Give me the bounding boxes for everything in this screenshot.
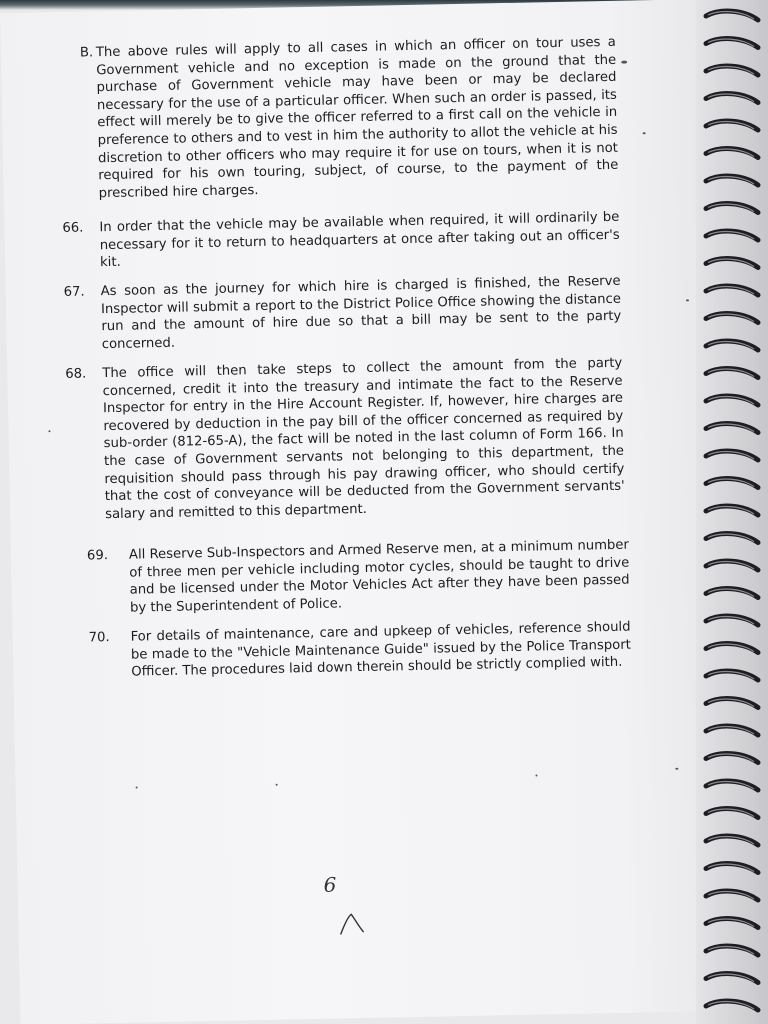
handwritten-page-number: 6 [323, 872, 337, 897]
spiral-coil [706, 314, 758, 323]
scan-speck [643, 132, 646, 134]
scan-speck [535, 775, 537, 777]
spiral-coil [706, 149, 758, 158]
spiral-coil [706, 919, 758, 928]
spiral-coil [706, 479, 758, 488]
paragraph-number-67: 67. [63, 284, 85, 300]
spiral-coil [706, 754, 758, 763]
paragraph-69: All Reserve Sub-Inspectors and Armed Reserve men, at a minimum number of three men per vehicle including motor cycles, should be taught to drive and be licensed under the Motor Vehicles Act after they have been passed by the Superintendent of Police. [128, 537, 630, 616]
spiral-coil [706, 671, 758, 680]
spiral-coil [706, 506, 758, 515]
paragraph-number-68: 68. [65, 366, 87, 382]
spiral-coil [706, 534, 758, 543]
spiral-coil [706, 561, 758, 570]
paragraph-number-69: 69. [86, 548, 109, 564]
scan-speck [276, 784, 278, 786]
spiral-coil [706, 809, 758, 818]
spiral-coil [706, 974, 758, 983]
scan-speck [621, 61, 627, 64]
spiral-coil [706, 891, 758, 900]
spiral-coil [706, 864, 758, 873]
paragraph-70: For details of maintenance, care and upkeep of vehicles, reference should be made to the "Vehicle Maintenance Guide" issued by the Police Transport Officer. The procedures laid down therein should be strictly complied with. [130, 619, 632, 680]
paragraph-66: In order that the vehicle may be available when required, it will ordinarily be necessary for it to return to headquarters at once after taking out an officer's kit. [99, 209, 620, 271]
paragraph-b: The above rules will apply to all cases in which an officer on tour uses a Government vehicle and no exception is made on the ground that the purchase of Government vehicle may have been or may be declared necessary for the use of a particular officer. When such an order is passed, its effect will merely be to give the officer referred to a first call on the vehicle in preference to others and to vest in him the authority to allot the vehicle at his discretion to other officers who may require it for use on tours, when it is not required for his own touring, subject, of course, to the payment of the prescribed hire charges. [95, 34, 619, 201]
spiral-coil [706, 259, 758, 268]
spiral-coil [706, 39, 758, 48]
spiral-coil [706, 369, 758, 378]
spiral-coil [706, 66, 758, 75]
spiral-coil [706, 176, 758, 185]
spiral-coil [706, 396, 758, 405]
spiral-coil [706, 781, 758, 790]
spiral-coil [706, 11, 758, 20]
handwritten-caret-mark [336, 910, 367, 939]
spiral-coil [706, 1001, 758, 1010]
spiral-coil [706, 946, 758, 955]
spiral-coils [696, 0, 768, 1024]
spiral-coil [706, 699, 758, 708]
paragraph-label-b: B. [79, 45, 94, 61]
spiral-coil [706, 286, 758, 295]
spiral-coil [706, 644, 758, 653]
spiral-coil [706, 726, 758, 735]
spiral-coil [706, 836, 758, 845]
paragraph-number-66: 66. [62, 220, 84, 236]
scan-speck [675, 768, 678, 770]
spiral-binding [696, 0, 768, 1024]
spiral-coil [706, 94, 758, 103]
spiral-coil [706, 616, 758, 625]
spiral-coil [706, 341, 758, 350]
scan-speck [48, 430, 50, 432]
spiral-coil [706, 231, 758, 240]
spiral-coil [706, 204, 758, 213]
scan-speck [136, 787, 138, 789]
paragraph-number-70: 70. [88, 630, 110, 646]
spiral-coil [706, 121, 758, 130]
spiral-coil [706, 451, 758, 460]
scan-speck [686, 299, 689, 301]
spiral-coil [706, 589, 758, 598]
paragraph-67: As soon as the journey for which hire is charged is finished, the Reserve Inspector will submit a report to the District Police Office showing the distance run and the amount of hire due so that a bill may be sent to the party concerned. [100, 273, 622, 352]
paragraph-68: The office will then take steps to collect the amount from the party concerned, credit it into the treasury and intimate the fact to the Reserve Inspector for entry in the Hire Account Register. If, however, hire charges are recovered by deduction in the pay bill of the officer concerned as required by sub-order (812-65-A), the fact will be noted in the last column of Form 166. In the case of Government servants not belonging to this department, the requisition should pass through his pay drawing officer, who should certify that the cost of conveyance will be deducted from the Government servants' salary and remitted to this department. [102, 355, 625, 522]
spiral-coil [706, 424, 758, 433]
